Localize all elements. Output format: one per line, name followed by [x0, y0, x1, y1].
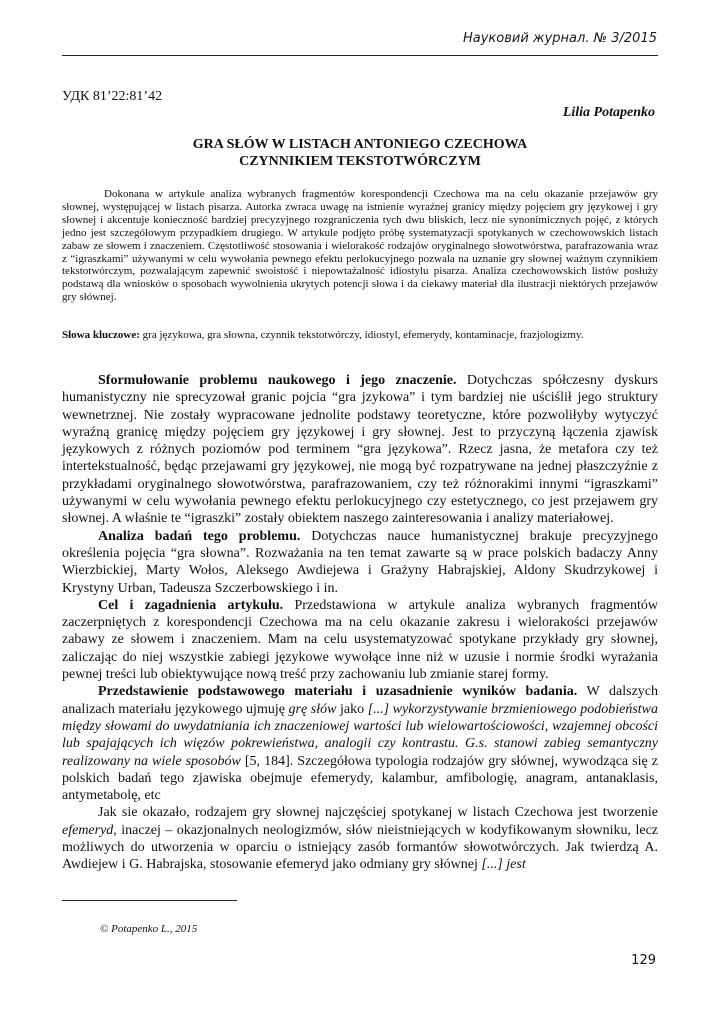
section-text: [5, 184]. Szczegółowa typologia rodzajów gry słównej, wywodząca się z polskich badań tego zjawiska obejmuje efemerydy, kalambur, amfibologię, anagram, antanaklasis, antymetabolę, etc: [62, 753, 658, 804]
udk-code: УДК 81’22:81’42: [62, 89, 163, 104]
journal-header: Науковий журнал. № 3/2015: [462, 31, 657, 46]
section-italic: grę słów: [288, 701, 337, 717]
section-italic: [...] jest: [481, 857, 526, 873]
section-text: Przedstawiona w artykule analiza wybranych fragmentów zaczerpniętych z korespondencji Czechowa ma na celu okazanie zakresu i wielorakości przejawów zabawy ze słowem i znaczeniem. Mam na celu usystematyzować spotykane przykłady gry słownej, zaliczając do niej wszystkie zabiegi językowe wywołące inne niż w uzusie i normie środki wyrażania pewnej treści lub obiektywujące nową treść przy zachowaniu lub zmianie starej formy.: [62, 597, 658, 683]
section-text: Jak sie okazało, rodzajem gry słownej najczęściej spotykanej w listach Czechowa jest tworzenie: [98, 805, 658, 821]
section-heading: Analiza badań tego problemu.: [98, 528, 301, 544]
section-material: [62, 683, 658, 804]
section-italic: efemeryd,: [62, 822, 117, 838]
author-name: Lilia Potapenko: [562, 105, 655, 120]
article-body: [62, 372, 658, 874]
title-line-2: CZYNNIKIEM TEKSTOTWÓRCZYM: [239, 154, 481, 169]
section-ephemera: [62, 804, 658, 873]
section-heading: Sformułowanie problemu naukowego i jego znaczenie.: [98, 373, 457, 388]
section-problem: [62, 372, 658, 528]
section-quote: [...] wykorzystywanie brzmieniowego podobieństwa między słowami do uwydatniania ich znaczeniowej wartości lub wielowartościowości, wzajemnej obcości lub spajających ich więzów pokrewieństwa, analogii czy kontrastu. G.s. stanowi zabieg semantyczny realizowany na wiele sposobów: [62, 701, 658, 769]
section-heading: Cel i zagadnienia artykułu.: [98, 597, 284, 613]
abstract: Dokonana w artykule analiza wybranych fragmentów korespondencji Czechowa ma na celu okazanie przejawów gry słownej, występującej w listach pisarza. Autorka zwraca uwagę na istnienie wyraźnej granicy między pojęciem gry językowej i gry słownej i akcentuje konieczność bardziej precyzyjnego rozgraniczenia tych dwu bliskich, lecz nie synonimicznych pojęć, z których jedno jest szczegółowym przypadkiem drugiego. W artykule podjęto próbę systematyzacji spotykanych w czechowowskich listach zabaw ze słowem i znaczeniem. Częstotliwość stosowania i wielorakość rodzajów oryginalnego słowotwórstwa, parafrazowania wraz z “igraszkami” używanymi w celu wywołania pewnego efektu perlokucyjnego pozwala na uznanie gry słownej ważnym czynnikiem tekstotwórczym, pozwalającym zapewnić swoistość i niepowtażalność idiostylu pisarza. Analiza czechowowskich listów posłuży podstawą dla wniosków o sposobach wywolnienia ukrytych potencji słowa i da ciekawy materiał dla ilustracji niektórych przejawów gry słównej.: [62, 188, 658, 304]
article-title: [62, 136, 658, 170]
page-number: 129: [631, 953, 656, 968]
section-heading: Przedstawienie podstawowego materiału i uzasadnienie wyników badania.: [98, 684, 578, 700]
section-text: Dotychczas nauce humanistycznej brakuje precyzyjnego określenia pojęcia “gra słowna”. Rozważania na ten temat zawarte są w prace polskich badaczy Anny Wierzbickiej, Marty Wołos, Aleksego Awdiejewa i Grażyny Habrajskiej, Aldony Skudrzykowej i Krystyny Urban, Tadeusza Szczerbowskiego i in.: [62, 528, 658, 596]
section-text: W dalszych analizach materiału językowego ujmuję: [62, 684, 659, 717]
section-text: inaczej – okazjonalnych neologizmów, słów nieistniejących w kodyfikowanym słowniku, lecz możliwych do utworzenia w oparciu o istniejący zasób formantów słowotwórczych. Jak twierdzą A. Awdiejew i G. Habrajska, stosowanie efemeryd jako odmiany gry słównej: [62, 822, 658, 873]
keywords-text: gra językowa, gra słowna, czynnik tekstotwórczy, idiostyl, efemerydy, kontaminacje, frazjologizmy.: [139, 329, 584, 341]
header-rule: [62, 55, 658, 56]
section-goals: [62, 597, 658, 683]
section-text: Dotychczas spółczesny dyskurs humanistyczny nie sprecyzował granic pojcia “gra jzykowa” i tym bardziej nie uściślił jego struktury wewnetrznej. Nie zostały wypracowane jednolite podstawy teoretyczne, które pozwoliłyby wytyczyć wyraźną granicę między pojęciem gry językowej i gry słownej. Jest to przyczyną łączenia zjawisk językowych z różnych poziomów pod terminem “gra językowa”. Rzecz jasna, że metafora czy też intertekstualność, będąc przejawami gry językowej, nie mogą być rozpatrywane na jednej płaszczyźnie z przykładami oryginalnego słowotwórstwa, parafrazowaniem, czy też różnorakimi innymi “igraszkami” używanymi w celu wywołania pewnego efektu perlokucyjnego czy estetycznego, co jest przejawem gry słownej. A właśnie te “igraszki” zostały obiektem naszego zainteresowania i analizy materiałowej.: [62, 373, 658, 527]
keywords: [62, 328, 658, 343]
keywords-label: Słowa kluczowe:: [62, 329, 140, 341]
title-line-1: GRA SŁÓW W LISTACH ANTONIEGO CZECHOWA: [192, 137, 528, 152]
footnote-rule: [62, 900, 237, 901]
section-analysis: [62, 528, 658, 597]
section-text: jako: [336, 701, 368, 717]
footnote: © Potapenko L., 2015: [100, 923, 198, 935]
